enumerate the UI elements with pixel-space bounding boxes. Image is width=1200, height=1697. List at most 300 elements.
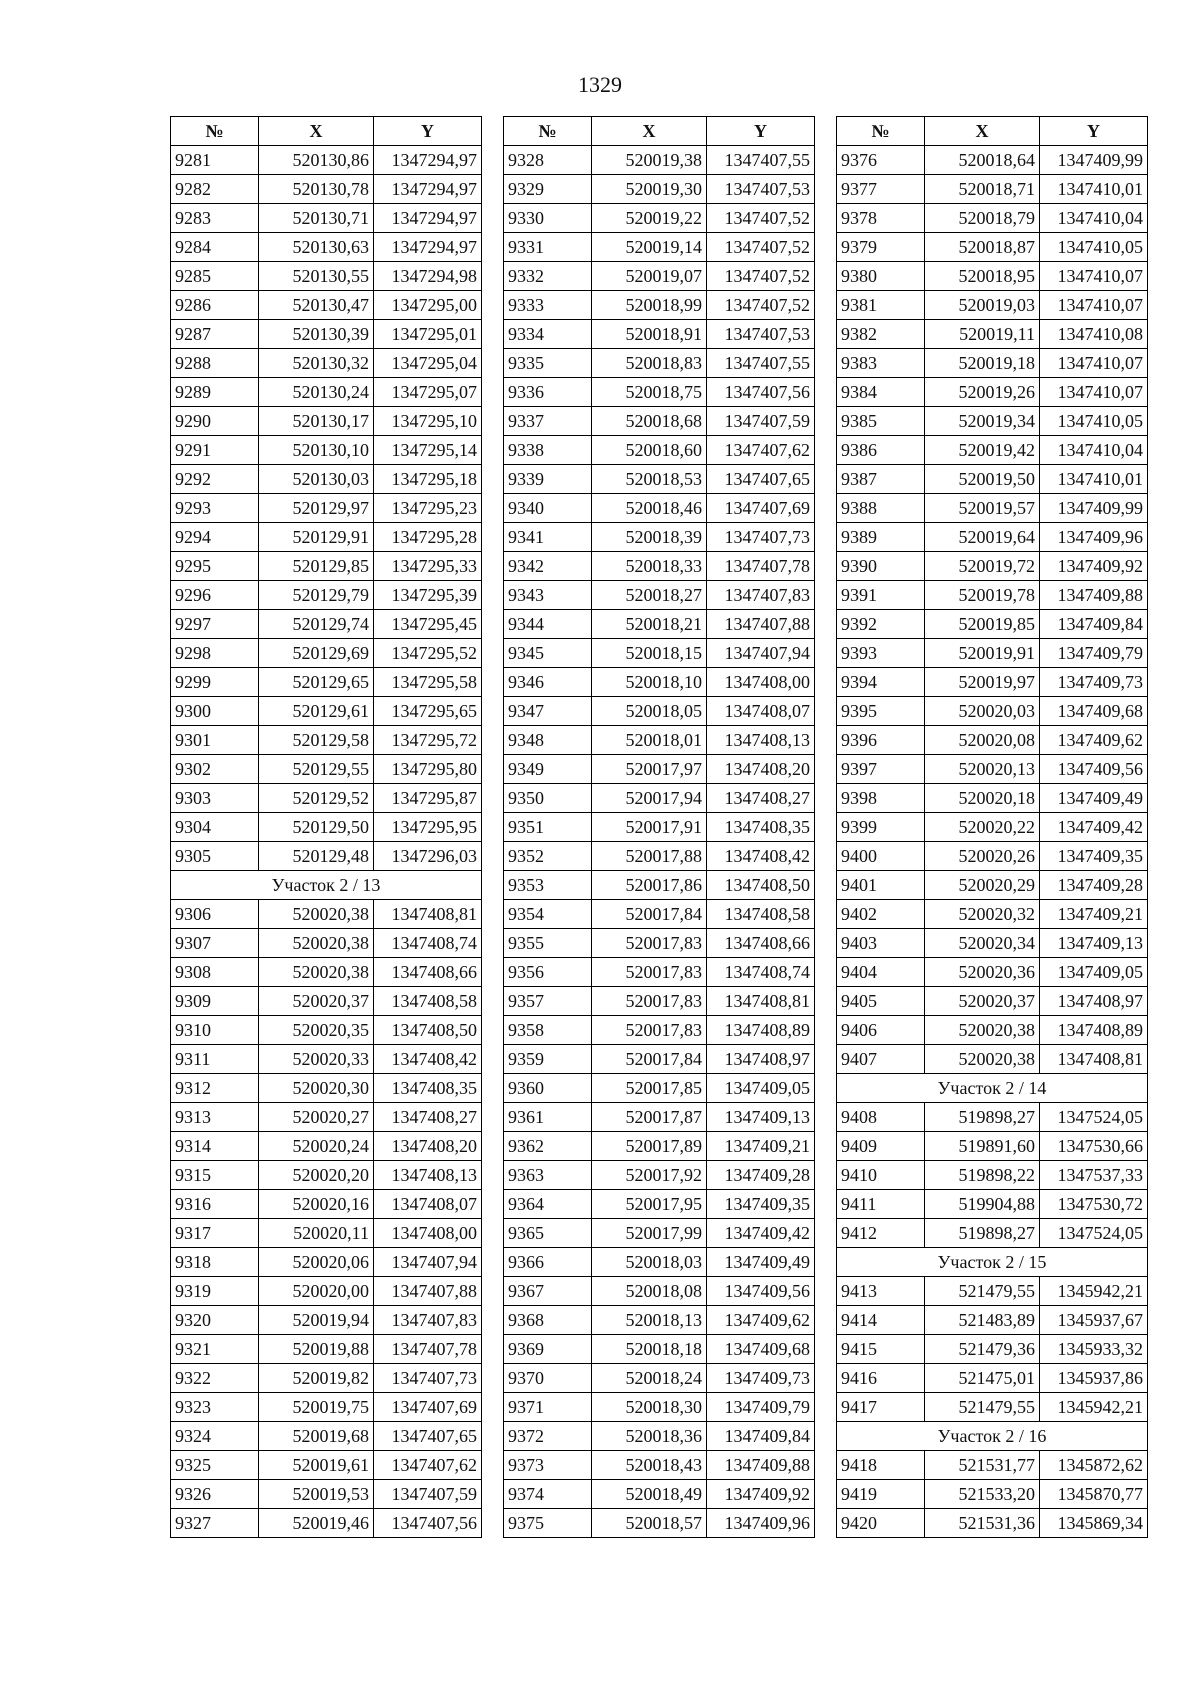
table-row	[171, 436, 482, 465]
coordinates-table-1	[170, 116, 482, 1538]
y-coordinate: 1347295,95	[374, 813, 482, 842]
y-coordinate: 1347295,00	[374, 291, 482, 320]
header-x: X	[925, 117, 1040, 146]
point-number: 9409	[837, 1132, 925, 1161]
point-number: 9342	[504, 552, 592, 581]
table-row	[837, 523, 1148, 552]
point-number: 9316	[171, 1190, 259, 1219]
y-coordinate: 1347524,05	[1040, 1219, 1148, 1248]
y-coordinate: 1347409,42	[1040, 813, 1148, 842]
x-coordinate: 520019,78	[925, 581, 1040, 610]
y-coordinate: 1347408,58	[374, 987, 482, 1016]
point-number: 9344	[504, 610, 592, 639]
table-row	[171, 668, 482, 697]
point-number: 9359	[504, 1045, 592, 1074]
point-number: 9406	[837, 1016, 925, 1045]
y-coordinate: 1347409,79	[707, 1393, 815, 1422]
x-coordinate: 520017,87	[592, 1103, 707, 1132]
x-coordinate: 520129,97	[259, 494, 374, 523]
point-number: 9347	[504, 697, 592, 726]
table-row	[171, 552, 482, 581]
y-coordinate: 1347295,45	[374, 610, 482, 639]
point-number: 9334	[504, 320, 592, 349]
x-coordinate: 520019,91	[925, 639, 1040, 668]
y-coordinate: 1347407,53	[707, 175, 815, 204]
point-number: 9375	[504, 1509, 592, 1538]
point-number: 9287	[171, 320, 259, 349]
x-coordinate: 520020,38	[925, 1016, 1040, 1045]
x-coordinate: 520020,16	[259, 1190, 374, 1219]
y-coordinate: 1347295,33	[374, 552, 482, 581]
point-number: 9405	[837, 987, 925, 1016]
point-number: 9415	[837, 1335, 925, 1364]
x-coordinate: 520018,83	[592, 349, 707, 378]
y-coordinate: 1347409,21	[1040, 900, 1148, 929]
y-coordinate: 1347409,42	[707, 1219, 815, 1248]
x-coordinate: 520129,55	[259, 755, 374, 784]
y-coordinate: 1347408,74	[707, 958, 815, 987]
y-coordinate: 1347409,28	[1040, 871, 1148, 900]
point-number: 9365	[504, 1219, 592, 1248]
x-coordinate: 520019,38	[592, 146, 707, 175]
section-row	[837, 1248, 1148, 1277]
y-coordinate: 1347295,07	[374, 378, 482, 407]
point-number: 9381	[837, 291, 925, 320]
y-coordinate: 1347408,81	[374, 900, 482, 929]
y-coordinate: 1347295,14	[374, 436, 482, 465]
y-coordinate: 1347408,07	[374, 1190, 482, 1219]
x-coordinate: 520018,15	[592, 639, 707, 668]
y-coordinate: 1347408,00	[707, 668, 815, 697]
y-coordinate: 1347409,13	[707, 1103, 815, 1132]
y-coordinate: 1347295,58	[374, 668, 482, 697]
table-row	[837, 755, 1148, 784]
table-row	[837, 1451, 1148, 1480]
x-coordinate: 520019,72	[925, 552, 1040, 581]
point-number: 9403	[837, 929, 925, 958]
x-coordinate: 520019,97	[925, 668, 1040, 697]
y-coordinate: 1347295,52	[374, 639, 482, 668]
x-coordinate: 520019,42	[925, 436, 1040, 465]
table-row	[171, 465, 482, 494]
y-coordinate: 1347407,62	[707, 436, 815, 465]
table-row	[504, 291, 815, 320]
point-number: 9369	[504, 1335, 592, 1364]
y-coordinate: 1347410,07	[1040, 291, 1148, 320]
x-coordinate: 520129,79	[259, 581, 374, 610]
y-coordinate: 1345933,32	[1040, 1335, 1148, 1364]
section-row	[837, 1074, 1148, 1103]
y-coordinate: 1347294,97	[374, 146, 482, 175]
table-row	[171, 1480, 482, 1509]
table-row	[504, 1132, 815, 1161]
y-coordinate: 1347295,18	[374, 465, 482, 494]
table-row	[837, 436, 1148, 465]
y-coordinate: 1345937,67	[1040, 1306, 1148, 1335]
y-coordinate: 1347409,05	[1040, 958, 1148, 987]
x-coordinate: 520018,21	[592, 610, 707, 639]
y-coordinate: 1347409,05	[707, 1074, 815, 1103]
point-number: 9399	[837, 813, 925, 842]
point-number: 9283	[171, 204, 259, 233]
point-number: 9284	[171, 233, 259, 262]
x-coordinate: 519898,27	[925, 1103, 1040, 1132]
y-coordinate: 1347295,04	[374, 349, 482, 378]
y-coordinate: 1347409,84	[707, 1422, 815, 1451]
x-coordinate: 520017,97	[592, 755, 707, 784]
y-coordinate: 1347295,80	[374, 755, 482, 784]
x-coordinate: 520019,64	[925, 523, 1040, 552]
table-row	[504, 1393, 815, 1422]
point-number: 9295	[171, 552, 259, 581]
x-coordinate: 520020,24	[259, 1132, 374, 1161]
x-coordinate: 520018,64	[925, 146, 1040, 175]
x-coordinate: 520018,91	[592, 320, 707, 349]
table-row	[171, 1306, 482, 1335]
x-coordinate: 520129,61	[259, 697, 374, 726]
x-coordinate: 520018,01	[592, 726, 707, 755]
section-label: Участок 2 / 16	[837, 1422, 1148, 1451]
y-coordinate: 1347410,01	[1040, 465, 1148, 494]
y-coordinate: 1347407,55	[707, 146, 815, 175]
x-coordinate: 520130,39	[259, 320, 374, 349]
y-coordinate: 1347407,94	[707, 639, 815, 668]
y-coordinate: 1347530,72	[1040, 1190, 1148, 1219]
table-row	[504, 1219, 815, 1248]
table-row	[504, 900, 815, 929]
y-coordinate: 1347408,35	[374, 1074, 482, 1103]
table-row	[504, 523, 815, 552]
x-coordinate: 521533,20	[925, 1480, 1040, 1509]
y-coordinate: 1345872,62	[1040, 1451, 1148, 1480]
x-coordinate: 520018,68	[592, 407, 707, 436]
table-row	[171, 929, 482, 958]
table-row	[837, 233, 1148, 262]
point-number: 9389	[837, 523, 925, 552]
header-row	[837, 117, 1148, 146]
x-coordinate: 520018,30	[592, 1393, 707, 1422]
point-number: 9325	[171, 1451, 259, 1480]
y-coordinate: 1347409,99	[1040, 494, 1148, 523]
point-number: 9323	[171, 1393, 259, 1422]
x-coordinate: 520020,29	[925, 871, 1040, 900]
point-number: 9353	[504, 871, 592, 900]
y-coordinate: 1347409,21	[707, 1132, 815, 1161]
x-coordinate: 520130,63	[259, 233, 374, 262]
point-number: 9286	[171, 291, 259, 320]
table-row	[837, 1393, 1148, 1422]
x-coordinate: 520130,86	[259, 146, 374, 175]
point-number: 9290	[171, 407, 259, 436]
table-row	[837, 697, 1148, 726]
x-coordinate: 520130,71	[259, 204, 374, 233]
table-row	[504, 465, 815, 494]
y-coordinate: 1347294,98	[374, 262, 482, 291]
y-coordinate: 1347407,83	[707, 581, 815, 610]
point-number: 9387	[837, 465, 925, 494]
point-number: 9335	[504, 349, 592, 378]
header-y: Y	[374, 117, 482, 146]
x-coordinate: 520018,46	[592, 494, 707, 523]
point-number: 9380	[837, 262, 925, 291]
point-number: 9321	[171, 1335, 259, 1364]
section-row	[171, 871, 482, 900]
point-number: 9315	[171, 1161, 259, 1190]
x-coordinate: 520018,49	[592, 1480, 707, 1509]
point-number: 9337	[504, 407, 592, 436]
y-coordinate: 1347408,27	[707, 784, 815, 813]
table-row	[171, 378, 482, 407]
table-row	[837, 784, 1148, 813]
table-row	[504, 349, 815, 378]
table-row	[504, 726, 815, 755]
table-row	[504, 639, 815, 668]
point-number: 9412	[837, 1219, 925, 1248]
point-number: 9336	[504, 378, 592, 407]
x-coordinate: 520019,50	[925, 465, 1040, 494]
x-coordinate: 520129,85	[259, 552, 374, 581]
y-coordinate: 1347408,97	[1040, 987, 1148, 1016]
table-row	[171, 1509, 482, 1538]
y-coordinate: 1347409,56	[707, 1277, 815, 1306]
x-coordinate: 520018,99	[592, 291, 707, 320]
point-number: 9411	[837, 1190, 925, 1219]
y-coordinate: 1347408,58	[707, 900, 815, 929]
table-row	[171, 1161, 482, 1190]
x-coordinate: 520019,88	[259, 1335, 374, 1364]
y-coordinate: 1347408,00	[374, 1219, 482, 1248]
y-coordinate: 1347408,27	[374, 1103, 482, 1132]
x-coordinate: 520019,03	[925, 291, 1040, 320]
x-coordinate: 520019,46	[259, 1509, 374, 1538]
y-coordinate: 1347408,89	[1040, 1016, 1148, 1045]
point-number: 9392	[837, 610, 925, 639]
x-coordinate: 520017,83	[592, 958, 707, 987]
y-coordinate: 1347408,07	[707, 697, 815, 726]
point-number: 9293	[171, 494, 259, 523]
point-number: 9361	[504, 1103, 592, 1132]
y-coordinate: 1347408,35	[707, 813, 815, 842]
x-coordinate: 520019,14	[592, 233, 707, 262]
table-row	[504, 668, 815, 697]
y-coordinate: 1347409,88	[707, 1451, 815, 1480]
point-number: 9302	[171, 755, 259, 784]
table-row	[504, 175, 815, 204]
y-coordinate: 1347407,59	[374, 1480, 482, 1509]
y-coordinate: 1347409,35	[707, 1190, 815, 1219]
table-row	[837, 900, 1148, 929]
table-row	[171, 1364, 482, 1393]
table-row	[171, 1335, 482, 1364]
point-number: 9301	[171, 726, 259, 755]
table-row	[837, 929, 1148, 958]
table-row	[171, 987, 482, 1016]
x-coordinate: 521475,01	[925, 1364, 1040, 1393]
table-row	[171, 1422, 482, 1451]
point-number: 9408	[837, 1103, 925, 1132]
table-row	[837, 1364, 1148, 1393]
x-coordinate: 520019,34	[925, 407, 1040, 436]
point-number: 9338	[504, 436, 592, 465]
table-row	[171, 842, 482, 871]
table-row	[504, 1190, 815, 1219]
table-row	[837, 1016, 1148, 1045]
section-label: Участок 2 / 15	[837, 1248, 1148, 1277]
x-coordinate: 520017,84	[592, 1045, 707, 1074]
y-coordinate: 1347295,65	[374, 697, 482, 726]
header-row	[504, 117, 815, 146]
point-number: 9320	[171, 1306, 259, 1335]
x-coordinate: 521479,55	[925, 1277, 1040, 1306]
y-coordinate: 1347407,78	[707, 552, 815, 581]
point-number: 9288	[171, 349, 259, 378]
x-coordinate: 520018,33	[592, 552, 707, 581]
x-coordinate: 520018,43	[592, 1451, 707, 1480]
point-number: 9357	[504, 987, 592, 1016]
x-coordinate: 520020,08	[925, 726, 1040, 755]
point-number: 9329	[504, 175, 592, 204]
x-coordinate: 520020,11	[259, 1219, 374, 1248]
x-coordinate: 520017,86	[592, 871, 707, 900]
point-number: 9328	[504, 146, 592, 175]
point-number: 9285	[171, 262, 259, 291]
table-row	[837, 1219, 1148, 1248]
point-number: 9366	[504, 1248, 592, 1277]
x-coordinate: 521531,77	[925, 1451, 1040, 1480]
x-coordinate: 521531,36	[925, 1509, 1040, 1538]
y-coordinate: 1347407,65	[707, 465, 815, 494]
table-row	[504, 436, 815, 465]
x-coordinate: 520018,08	[592, 1277, 707, 1306]
point-number: 9282	[171, 175, 259, 204]
y-coordinate: 1347410,01	[1040, 175, 1148, 204]
x-coordinate: 520019,30	[592, 175, 707, 204]
x-coordinate: 520018,05	[592, 697, 707, 726]
point-number: 9367	[504, 1277, 592, 1306]
x-coordinate: 520129,69	[259, 639, 374, 668]
y-coordinate: 1347409,49	[707, 1248, 815, 1277]
point-number: 9418	[837, 1451, 925, 1480]
point-number: 9401	[837, 871, 925, 900]
table-row	[171, 784, 482, 813]
table-row	[837, 1306, 1148, 1335]
point-number: 9407	[837, 1045, 925, 1074]
table-row	[837, 842, 1148, 871]
table-row	[837, 175, 1148, 204]
x-coordinate: 520018,03	[592, 1248, 707, 1277]
y-coordinate: 1347410,07	[1040, 262, 1148, 291]
y-coordinate: 1347295,39	[374, 581, 482, 610]
point-number: 9351	[504, 813, 592, 842]
table-row	[504, 262, 815, 291]
point-number: 9330	[504, 204, 592, 233]
table-row	[504, 987, 815, 1016]
y-coordinate: 1347408,81	[1040, 1045, 1148, 1074]
x-coordinate: 520020,18	[925, 784, 1040, 813]
table-row	[504, 1161, 815, 1190]
table-row	[504, 1074, 815, 1103]
x-coordinate: 520129,48	[259, 842, 374, 871]
point-number: 9372	[504, 1422, 592, 1451]
page-number: 1329	[578, 72, 622, 97]
point-number: 9318	[171, 1248, 259, 1277]
point-number: 9355	[504, 929, 592, 958]
x-coordinate: 520019,61	[259, 1451, 374, 1480]
y-coordinate: 1347409,73	[707, 1364, 815, 1393]
x-coordinate: 520017,91	[592, 813, 707, 842]
x-coordinate: 520020,20	[259, 1161, 374, 1190]
y-coordinate: 1347294,97	[374, 204, 482, 233]
y-coordinate: 1347408,50	[374, 1016, 482, 1045]
point-number: 9362	[504, 1132, 592, 1161]
table-row	[171, 407, 482, 436]
table-row	[504, 407, 815, 436]
table-row	[837, 262, 1148, 291]
point-number: 9340	[504, 494, 592, 523]
x-coordinate: 520130,47	[259, 291, 374, 320]
x-coordinate: 520020,26	[925, 842, 1040, 871]
table-row	[504, 552, 815, 581]
y-coordinate: 1347409,56	[1040, 755, 1148, 784]
point-number: 9313	[171, 1103, 259, 1132]
point-number: 9416	[837, 1364, 925, 1393]
x-coordinate: 519904,88	[925, 1190, 1040, 1219]
x-coordinate: 520129,52	[259, 784, 374, 813]
table-row	[837, 494, 1148, 523]
point-number: 9356	[504, 958, 592, 987]
table-row	[171, 958, 482, 987]
point-number: 9345	[504, 639, 592, 668]
x-coordinate: 520130,10	[259, 436, 374, 465]
x-coordinate: 520018,87	[925, 233, 1040, 262]
y-coordinate: 1347407,69	[374, 1393, 482, 1422]
point-number: 9352	[504, 842, 592, 871]
y-coordinate: 1347407,94	[374, 1248, 482, 1277]
table-row	[171, 291, 482, 320]
y-coordinate: 1347408,50	[707, 871, 815, 900]
table-row	[171, 494, 482, 523]
y-coordinate: 1347410,07	[1040, 378, 1148, 407]
x-coordinate: 520017,88	[592, 842, 707, 871]
x-coordinate: 520130,55	[259, 262, 374, 291]
table-row	[171, 1393, 482, 1422]
table-row	[171, 1277, 482, 1306]
point-number: 9360	[504, 1074, 592, 1103]
y-coordinate: 1347410,04	[1040, 204, 1148, 233]
table-row	[504, 1016, 815, 1045]
y-coordinate: 1347407,83	[374, 1306, 482, 1335]
y-coordinate: 1347408,97	[707, 1045, 815, 1074]
x-coordinate: 520019,11	[925, 320, 1040, 349]
y-coordinate: 1347407,69	[707, 494, 815, 523]
x-coordinate: 520020,33	[259, 1045, 374, 1074]
point-number: 9379	[837, 233, 925, 262]
point-number: 9376	[837, 146, 925, 175]
table-row	[837, 349, 1148, 378]
table-row	[504, 378, 815, 407]
point-number: 9319	[171, 1277, 259, 1306]
y-coordinate: 1347296,03	[374, 842, 482, 871]
y-coordinate: 1347408,20	[374, 1132, 482, 1161]
y-coordinate: 1347407,52	[707, 262, 815, 291]
x-coordinate: 520020,32	[925, 900, 1040, 929]
x-coordinate: 520017,99	[592, 1219, 707, 1248]
table-row	[504, 1422, 815, 1451]
x-coordinate: 520019,53	[259, 1480, 374, 1509]
y-coordinate: 1347295,10	[374, 407, 482, 436]
y-coordinate: 1347407,52	[707, 204, 815, 233]
table-row	[504, 755, 815, 784]
